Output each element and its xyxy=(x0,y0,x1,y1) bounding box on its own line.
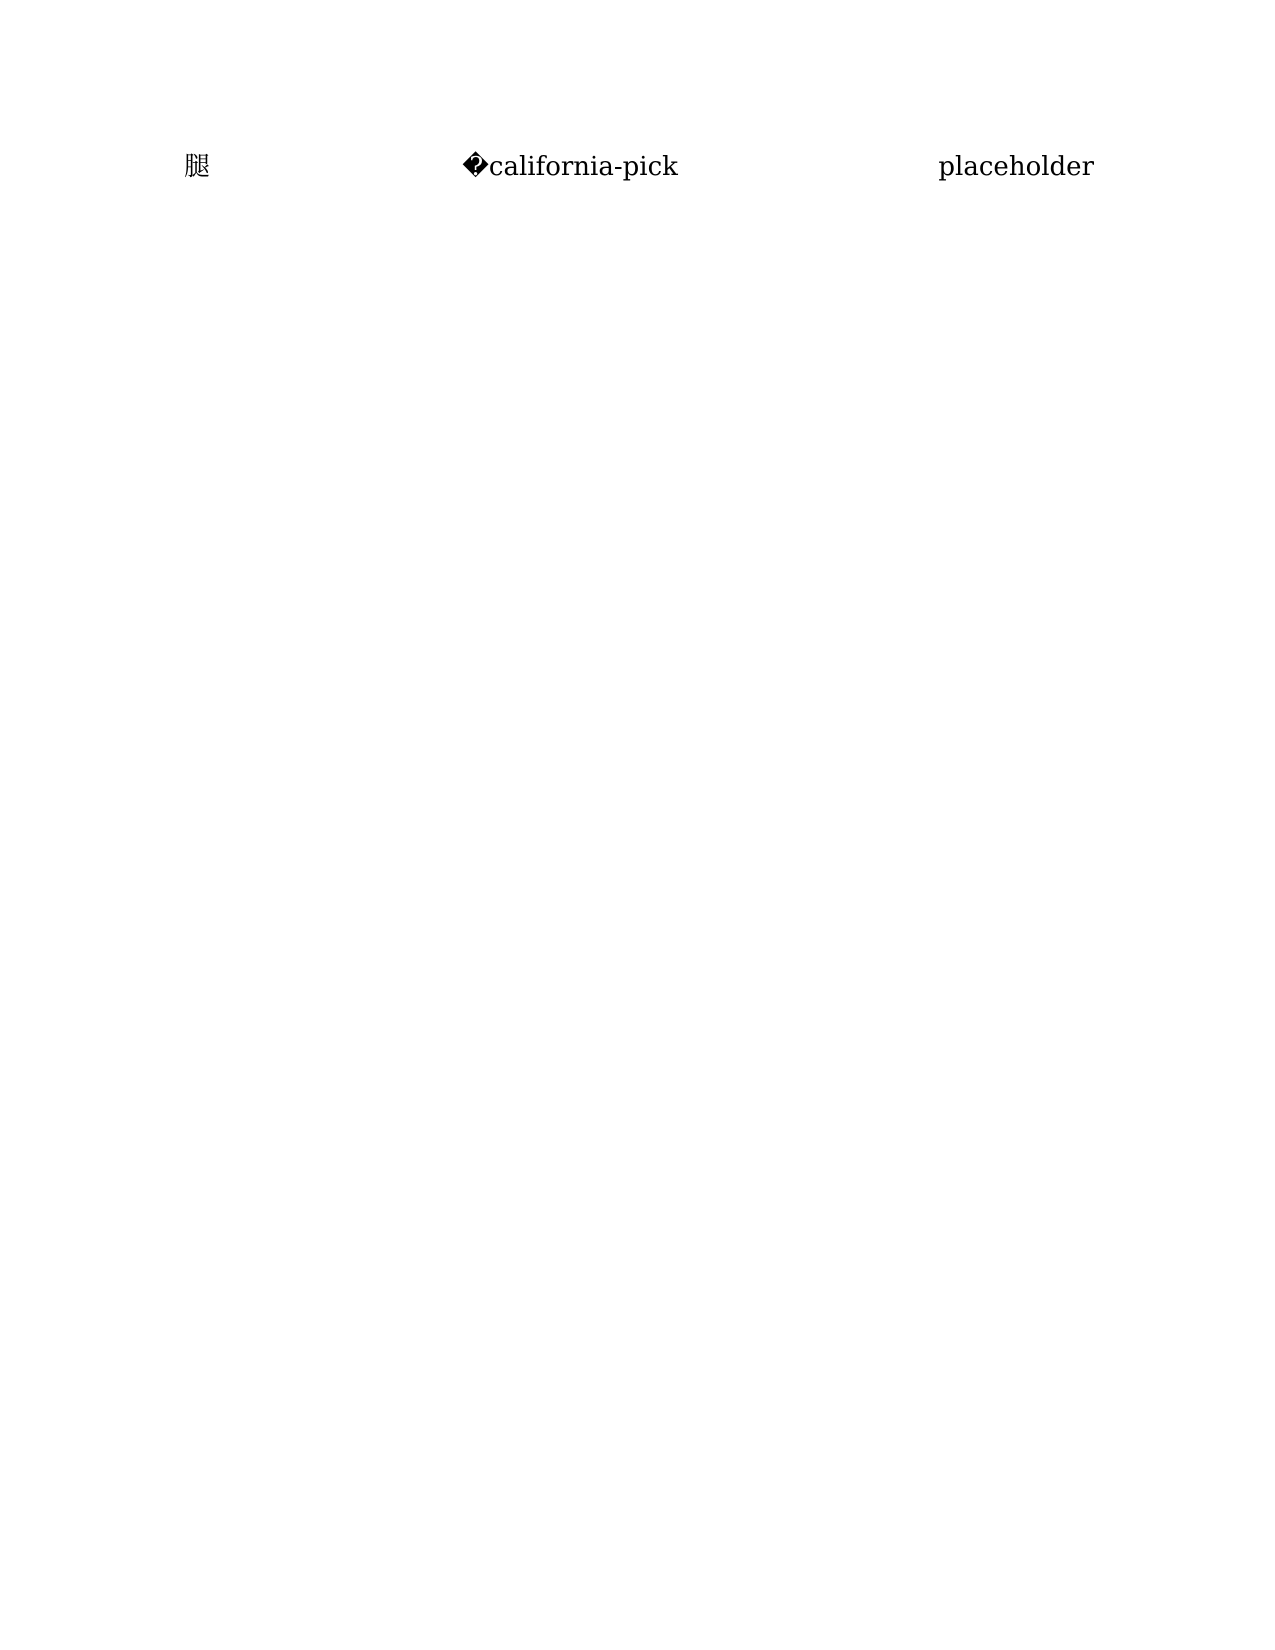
text-line-14 xyxy=(184,609,1094,644)
text-line-21 xyxy=(184,856,1094,891)
text-line-6 xyxy=(184,326,1094,361)
text-line-24 xyxy=(184,962,1094,997)
text-line-32 xyxy=(184,1244,1094,1279)
text-line-37 xyxy=(184,1421,1094,1456)
text-line-17 xyxy=(184,715,1094,750)
text-line-29 xyxy=(184,1138,1094,1173)
text-line-15 xyxy=(184,644,1094,679)
text-line-8 xyxy=(184,397,1094,432)
text-line-2 xyxy=(184,185,1094,220)
text-line-1: 腿�california-pick placeholder xyxy=(184,152,1094,182)
text-line-9 xyxy=(184,432,1094,467)
text-line-31 xyxy=(184,1209,1094,1244)
body-text xyxy=(184,150,1094,1456)
text-line-16 xyxy=(184,679,1094,714)
text-line-30 xyxy=(184,1174,1094,1209)
text-line-25 xyxy=(184,997,1094,1032)
text-line-11 xyxy=(184,503,1094,538)
text-line-28 xyxy=(184,1103,1094,1138)
text-line-5 xyxy=(184,291,1094,326)
text-line-23 xyxy=(184,927,1094,962)
text-line-18 xyxy=(184,750,1094,785)
text-line-26 xyxy=(184,1032,1094,1067)
text-line-36 xyxy=(184,1385,1094,1420)
text-line-12 xyxy=(184,538,1094,573)
text-line-3 xyxy=(184,221,1094,256)
text-line-22 xyxy=(184,891,1094,926)
text-line-34 xyxy=(184,1315,1094,1350)
text-line-13 xyxy=(184,574,1094,609)
text-line-35 xyxy=(184,1350,1094,1385)
text-line-4 xyxy=(184,256,1094,291)
text-line-20 xyxy=(184,821,1094,856)
text-line-10 xyxy=(184,468,1094,503)
text-line-19 xyxy=(184,785,1094,820)
text-line-27 xyxy=(184,1068,1094,1103)
text-line-33 xyxy=(184,1280,1094,1315)
text-line-7 xyxy=(184,362,1094,397)
